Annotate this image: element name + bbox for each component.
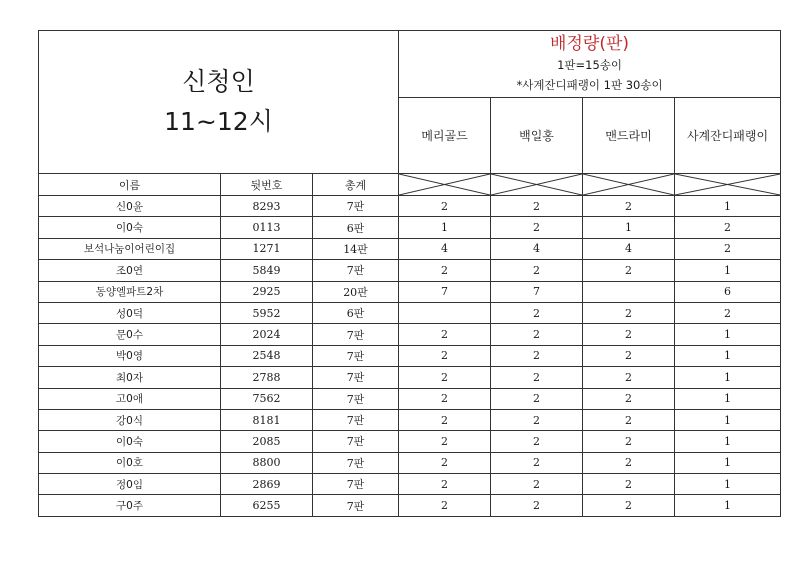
moss-phlox-cell: 1 xyxy=(675,388,781,409)
phone-cell: 2788 xyxy=(221,367,313,388)
phone-cell: 8181 xyxy=(221,409,313,430)
phone-cell: 2925 xyxy=(221,281,313,302)
phone-cell: 5952 xyxy=(221,302,313,323)
zinnia-cell: 2 xyxy=(491,324,583,345)
total-cell: 7판 xyxy=(313,345,399,366)
diagonal-cell xyxy=(583,174,675,196)
moss-phlox-cell: 1 xyxy=(675,409,781,430)
diagonal-cell xyxy=(491,174,583,196)
moss-phlox-cell: 2 xyxy=(675,238,781,259)
celosia-cell: 2 xyxy=(583,388,675,409)
total-cell: 7판 xyxy=(313,495,399,516)
zinnia-cell: 2 xyxy=(491,302,583,323)
marigold-cell: 4 xyxy=(399,238,491,259)
marigold-cell: 2 xyxy=(399,324,491,345)
marigold-cell: 2 xyxy=(399,388,491,409)
phone-cell: 2024 xyxy=(221,324,313,345)
name-cell: 이0호 xyxy=(39,452,221,473)
table-row xyxy=(39,281,781,302)
total-cell: 7판 xyxy=(313,260,399,281)
celosia-cell: 2 xyxy=(583,324,675,345)
table-row xyxy=(39,495,781,516)
table-row xyxy=(39,474,781,495)
applicant-title-cell xyxy=(39,31,399,174)
applicant-title: 신청인 xyxy=(182,67,255,96)
zinnia-cell: 4 xyxy=(491,238,583,259)
name-cell: 이0숙 xyxy=(39,217,221,238)
moss-phlox-cell: 1 xyxy=(675,495,781,516)
phone-cell: 8293 xyxy=(221,196,313,217)
moss-phlox-cell: 2 xyxy=(675,302,781,323)
marigold-cell: 2 xyxy=(399,260,491,281)
table-row xyxy=(39,388,781,409)
total-cell: 7판 xyxy=(313,452,399,473)
allocation-title: 배정량(판) xyxy=(550,34,629,54)
celosia-cell: 4 xyxy=(583,238,675,259)
time-slot-title: 11~12시 xyxy=(164,107,273,136)
total-cell: 7판 xyxy=(313,388,399,409)
celosia-cell: 2 xyxy=(583,367,675,388)
name-cell: 구0주 xyxy=(39,495,221,516)
total-cell: 7판 xyxy=(313,367,399,388)
marigold-cell: 2 xyxy=(399,345,491,366)
zinnia-cell: 2 xyxy=(491,345,583,366)
marigold-cell xyxy=(399,302,491,323)
celosia-cell: 2 xyxy=(583,260,675,281)
zinnia-cell: 2 xyxy=(491,474,583,495)
name-cell: 박0영 xyxy=(39,345,221,366)
name-cell: 이0숙 xyxy=(39,431,221,452)
allocation-header-cell xyxy=(399,31,781,98)
table-row xyxy=(39,302,781,323)
name-cell: 성0덕 xyxy=(39,302,221,323)
marigold-cell: 7 xyxy=(399,281,491,302)
flower-header-celosia: 맨드라미 xyxy=(583,98,675,174)
table-row xyxy=(39,196,781,217)
total-cell: 20판 xyxy=(313,281,399,302)
zinnia-cell: 2 xyxy=(491,431,583,452)
flower-header-marigold: 메리골드 xyxy=(399,98,491,174)
zinnia-cell: 2 xyxy=(491,495,583,516)
table-row xyxy=(39,217,781,238)
marigold-cell: 2 xyxy=(399,196,491,217)
marigold-cell: 2 xyxy=(399,431,491,452)
celosia-cell: 2 xyxy=(583,452,675,473)
zinnia-cell: 2 xyxy=(491,452,583,473)
total-cell: 6판 xyxy=(313,302,399,323)
phone-cell: 7562 xyxy=(221,388,313,409)
allocation-note-special: *사계잔디패랭이 1판 30송이 xyxy=(516,78,663,92)
moss-phlox-cell: 1 xyxy=(675,345,781,366)
marigold-cell: 2 xyxy=(399,474,491,495)
name-cell: 강0식 xyxy=(39,409,221,430)
total-cell: 6판 xyxy=(313,217,399,238)
zinnia-cell: 2 xyxy=(491,217,583,238)
moss-phlox-cell: 1 xyxy=(675,260,781,281)
table-row xyxy=(39,431,781,452)
name-cell: 신0윤 xyxy=(39,196,221,217)
phone-cell: 6255 xyxy=(221,495,313,516)
total-cell: 7판 xyxy=(313,474,399,495)
zinnia-cell: 2 xyxy=(491,196,583,217)
phone-cell: 1271 xyxy=(221,238,313,259)
marigold-cell: 2 xyxy=(399,367,491,388)
table-row xyxy=(39,260,781,281)
table-row xyxy=(39,238,781,259)
table-row xyxy=(39,345,781,366)
celosia-cell: 2 xyxy=(583,409,675,430)
celosia-cell: 2 xyxy=(583,431,675,452)
name-cell: 최0자 xyxy=(39,367,221,388)
zinnia-cell: 7 xyxy=(491,281,583,302)
zinnia-cell: 2 xyxy=(491,409,583,430)
marigold-cell: 2 xyxy=(399,452,491,473)
name-cell: 조0연 xyxy=(39,260,221,281)
name-cell: 정0임 xyxy=(39,474,221,495)
name-cell: 고0애 xyxy=(39,388,221,409)
name-cell: 보석나눔이어린이집 xyxy=(39,238,221,259)
flower-header-moss-phlox: 사계잔디패랭이 xyxy=(675,98,781,174)
total-cell: 7판 xyxy=(313,324,399,345)
celosia-cell: 2 xyxy=(583,302,675,323)
column-header-name: 이름 xyxy=(39,174,221,196)
total-cell: 14판 xyxy=(313,238,399,259)
total-cell: 7판 xyxy=(313,409,399,430)
diagonal-cell xyxy=(399,174,491,196)
marigold-cell: 1 xyxy=(399,217,491,238)
phone-cell: 5849 xyxy=(221,260,313,281)
flower-header-zinnia: 백일홍 xyxy=(491,98,583,174)
moss-phlox-cell: 1 xyxy=(675,367,781,388)
celosia-cell: 1 xyxy=(583,217,675,238)
total-cell: 7판 xyxy=(313,196,399,217)
moss-phlox-cell: 1 xyxy=(675,431,781,452)
moss-phlox-cell: 1 xyxy=(675,196,781,217)
name-cell: 동양엘파트2차 xyxy=(39,281,221,302)
moss-phlox-cell: 1 xyxy=(675,474,781,495)
table-row xyxy=(39,452,781,473)
moss-phlox-cell: 2 xyxy=(675,217,781,238)
marigold-cell: 2 xyxy=(399,409,491,430)
name-cell: 문0수 xyxy=(39,324,221,345)
celosia-cell: 2 xyxy=(583,474,675,495)
phone-cell: 2085 xyxy=(221,431,313,452)
moss-phlox-cell: 6 xyxy=(675,281,781,302)
table-row xyxy=(39,367,781,388)
column-header-phone: 뒷번호 xyxy=(221,174,313,196)
moss-phlox-cell: 1 xyxy=(675,324,781,345)
allocation-table xyxy=(38,30,781,517)
marigold-cell: 2 xyxy=(399,495,491,516)
phone-cell: 0113 xyxy=(221,217,313,238)
celosia-cell: 2 xyxy=(583,196,675,217)
zinnia-cell: 2 xyxy=(491,367,583,388)
allocation-note-unit: 1판=15송이 xyxy=(557,58,622,72)
column-header-total: 총계 xyxy=(313,174,399,196)
total-cell: 7판 xyxy=(313,431,399,452)
moss-phlox-cell: 1 xyxy=(675,452,781,473)
diagonal-cell xyxy=(675,174,781,196)
celosia-cell: 2 xyxy=(583,345,675,366)
phone-cell: 2869 xyxy=(221,474,313,495)
celosia-cell: 2 xyxy=(583,495,675,516)
phone-cell: 8800 xyxy=(221,452,313,473)
celosia-cell xyxy=(583,281,675,302)
phone-cell: 2548 xyxy=(221,345,313,366)
zinnia-cell: 2 xyxy=(491,260,583,281)
zinnia-cell: 2 xyxy=(491,388,583,409)
table-row xyxy=(39,409,781,430)
table-row xyxy=(39,324,781,345)
